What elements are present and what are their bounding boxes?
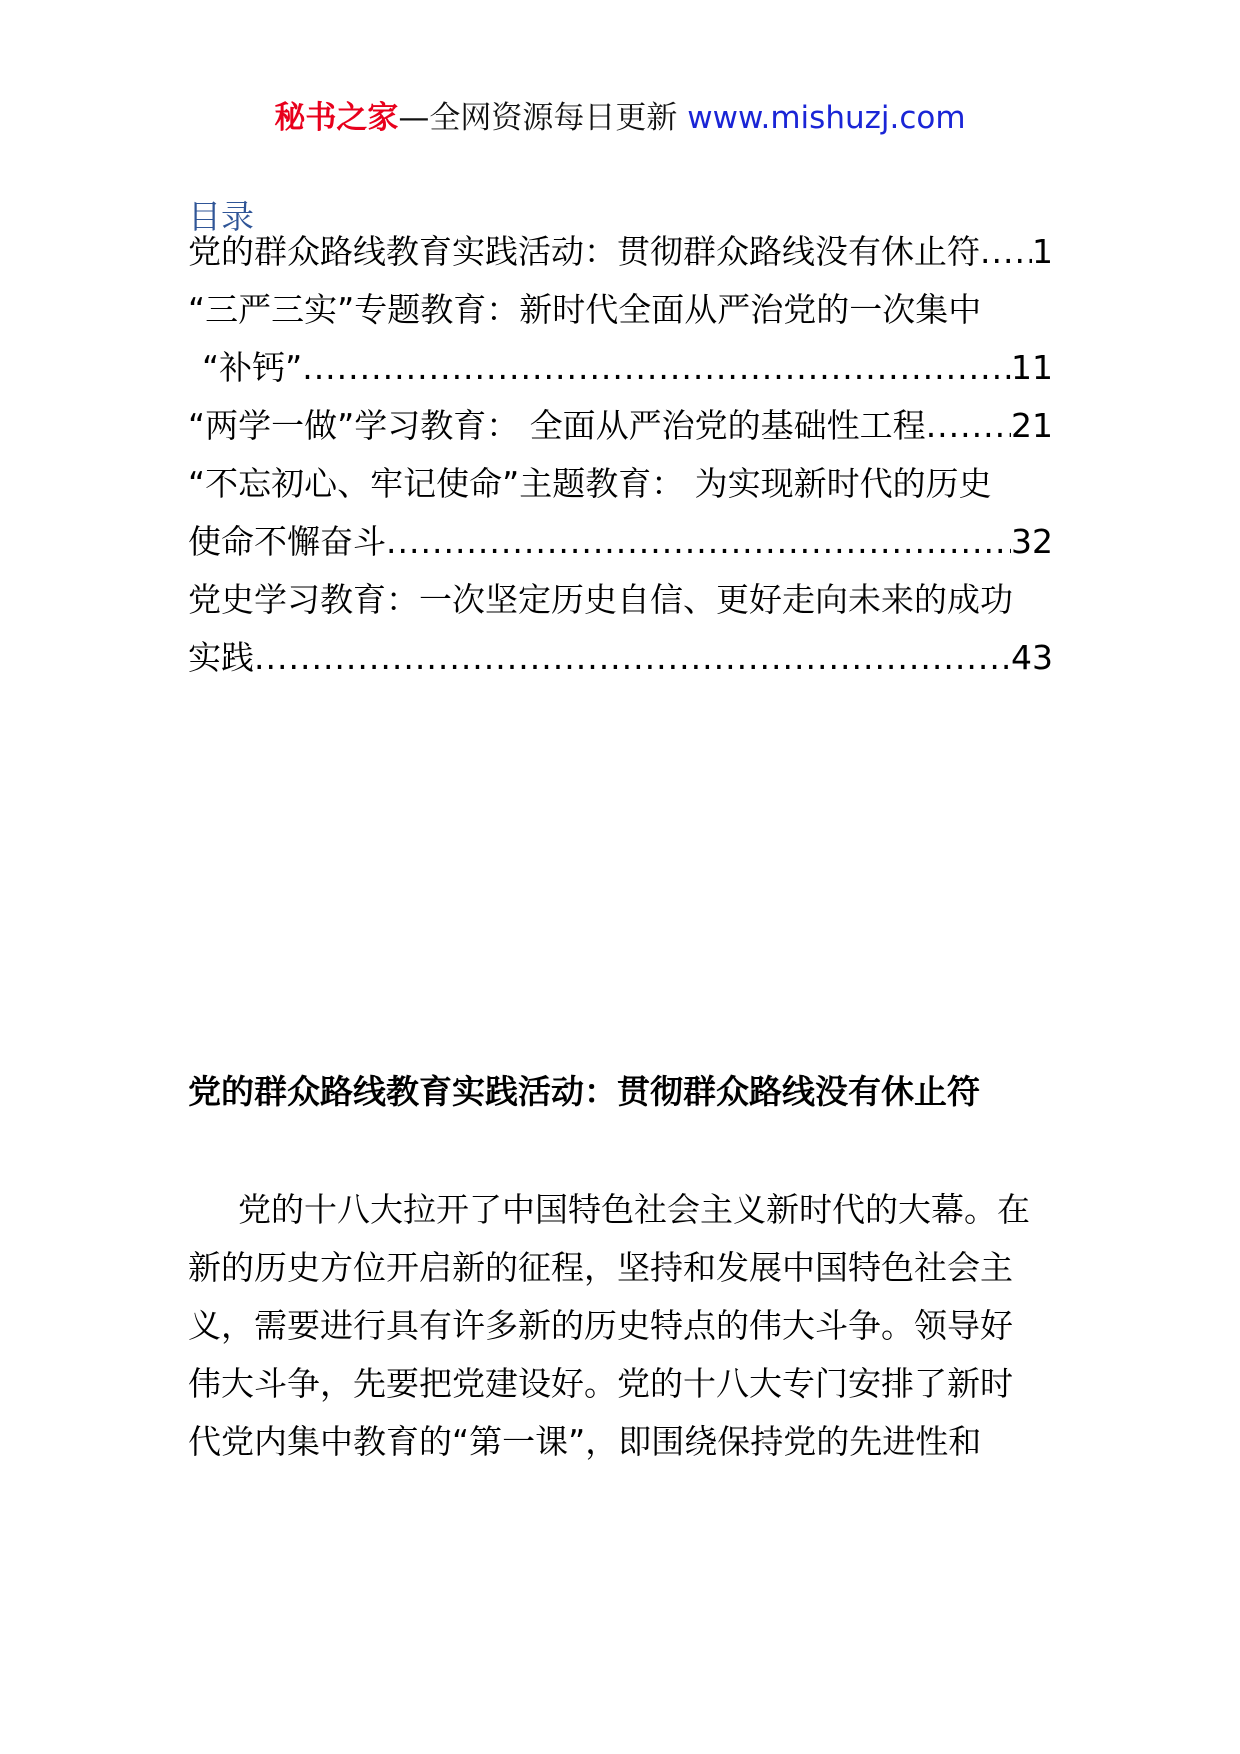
- toc-entry-2[interactable]: [188, 284, 1053, 336]
- paragraph-line: 义，需要进行具有许多新的历史特点的伟大斗争。领导好: [188, 1306, 1013, 1345]
- toc-entry-3[interactable]: [188, 400, 1053, 452]
- toc-page-number: 11: [1011, 348, 1053, 387]
- paragraph-line: 代党内集中教育的“第一课”，即围绕保持党的先进性和: [188, 1422, 982, 1461]
- site-tagline: —全网资源每日更新: [398, 100, 688, 136]
- paragraph-line: 新的历史方位开启新的征程，坚持和发展中国特色社会主: [188, 1248, 1013, 1287]
- toc-entry-4[interactable]: [188, 458, 1053, 510]
- toc-entry-1[interactable]: [188, 226, 1053, 278]
- toc-entry-text: 党史学习教育：一次坚定历史自信、更好走向未来的成功: [188, 580, 1013, 619]
- paragraph-line: 党的十八大拉开了中国特色社会主义新时代的大幕。在: [238, 1190, 1030, 1229]
- toc-entry-2-cont[interactable]: [188, 342, 1053, 394]
- site-header: [0, 98, 1240, 138]
- toc-entry-5[interactable]: [188, 574, 1053, 626]
- toc-entry-text: 使命不懈奋斗: [188, 522, 386, 561]
- toc-entry-text: “补钙”: [202, 348, 303, 387]
- toc-entry-text: 实践: [188, 638, 254, 677]
- toc-leader-dots: [926, 400, 1011, 452]
- toc-entry-4-cont[interactable]: [188, 516, 1053, 568]
- toc-entry-5-cont[interactable]: [188, 632, 1053, 684]
- toc-entry-text: “三严三实”专题教育：新时代全面从严治党的一次集中: [188, 290, 982, 329]
- toc-entry-text: “两学一做”学习教育： 全面从严治党的基础性工程: [188, 406, 926, 445]
- toc-leader-dots: [980, 226, 1032, 278]
- section-heading: 党的群众路线教育实践活动：贯彻群众路线没有休止符: [188, 1072, 980, 1111]
- paragraph-line: 伟大斗争，先要把党建设好。党的十八大专门安排了新时: [188, 1364, 1013, 1403]
- toc-leader-dots: [386, 516, 1011, 568]
- toc-title: 目录: [188, 197, 254, 236]
- toc-leader-dots: [302, 342, 1011, 394]
- toc-page-number: 43: [1011, 638, 1053, 677]
- toc-entry-text: 党的群众路线教育实践活动：贯彻群众路线没有休止符: [188, 232, 980, 271]
- site-brand: 秘书之家: [274, 100, 399, 136]
- toc-entry-text: “不忘初心、牢记使命”主题教育： 为实现新时代的历史: [188, 464, 992, 503]
- site-url-link[interactable]: www.mishuzj.com: [687, 100, 966, 136]
- toc-page-number: 1: [1032, 232, 1053, 271]
- toc-leader-dots: [254, 632, 1011, 684]
- toc-page-number: 32: [1011, 522, 1053, 561]
- toc-page-number: 21: [1011, 406, 1053, 445]
